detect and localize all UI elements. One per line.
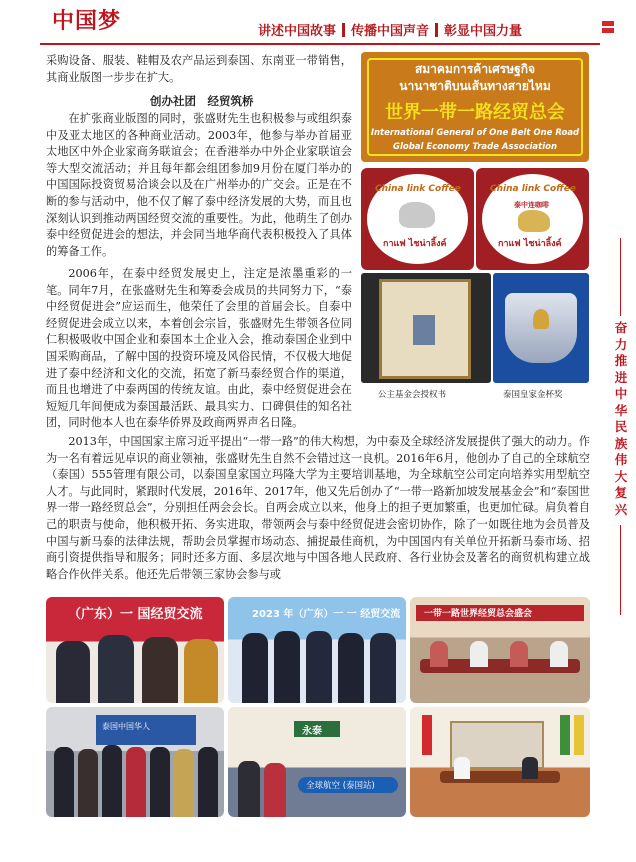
header-slogans [258,20,522,39]
banner-thai-line-1: สมาคมการค้าเศรษฐกิจ [414,62,536,76]
event-photo-4 [46,707,224,817]
event-photo-6 [410,707,590,817]
side-rule-top [620,238,621,316]
event-banner-text: 泰国中国华人 [102,722,150,731]
slogan-3: 彰显中国力量 [444,24,523,39]
slogan-divider [435,23,438,37]
coffee-thai-label: กาแฟ ไชน่าลิ้งค์ [383,239,447,249]
slogan-divider [342,23,345,37]
event-banner-text: 永泰 [302,726,322,737]
event-banner-text: 全球航空 (泰国站) [306,781,375,791]
paragraph-3: 2006年，在泰中经贸发展史上，注定是浓墨重彩的一笔。同年7月，在张盛财先生和筹委会成员的共同努力下，“泰中经贸促进会”应运而生，他荣任了会里的首届会长。自泰中经贸促进会成立以来，本着创会宗旨，张盛财先生带领各位同仁积极吸收中国企业和泰国本土企业入会，推动泰国企业到中国采购商品，了解中国的投资环境及风俗民情，不仅极大地促进了泰中经济和文化的交流，拓宽了新马泰经贸合作的渠道，而且也增进了中泰两国的传统友谊。由此，泰中经贸促进会在短短几年间便成为泰国最活跃、最具实力、口碑俱佳的知名社团，同时他本人也在泰华侨界及政商两界声名日隆。 [46,267,352,430]
slogan-2: 传播中国声音 [351,24,430,39]
event-photo-2 [228,597,406,703]
elephant-icon [518,210,550,232]
side-vertical-title: 奋 力 推 进 中 华 民 族 伟 大 复 兴 [614,320,628,517]
association-banner-image [361,52,589,162]
event-banner-text: 一带一路世界经贸总会盛会 [424,609,533,619]
banner-english-line-1: International General of One Belt One Road [370,128,580,138]
page-header [0,0,636,46]
trophy-icon [533,309,549,329]
caption-certificate: 公主基金会授权书 [378,390,447,400]
portrait-photo [413,315,435,345]
china-dream-logo: 中国梦 [52,8,122,34]
paragraph-2: 在扩张商业版图的同时，张盛财先生也积极参与或组织泰中及亚太地区的各种商业活动。2003年，他参与举办首届亚太地区中外企业家商务联谊会；在香港举办中外企业家联谊会等大型交流活动；并且每年都会组团参加9月份在厦门举办的中国国际投资贸易洽谈会以及在广州举办的广交会。正是在不断的参与活动中，他不仅了解了泰中经济发展的大势，而且也深刻认识到推动两国经贸交流的重要性。为此，他萌生了创办泰中经贸促进会的想法，并会同当地华商代表积极投入了具体的筹备工作。 [46,112,352,258]
coffee-thai-label: กาแฟ ไชน่าลิ้งค์ [498,239,562,249]
paragraph-4: 2013年，中国国家主席习近平提出“一带一路”的伟大构想，为中泰及全球经济发展提供了强大的动力。作为一名有着远见卓识的商业领袖，张盛财先生自然不会错过这一良机。2016年6月，他创办了自己的全球航空（泰国）555管理有限公司，以泰国皇家国立玛隆大学为主要培训基地，为全球航空公司定向培养实用型航空人才。与此同时，紧跟时代发展，2016年、2017年，他又先后创办了“一带一路新加坡发展基金会”和“泰国世界一带一路经贸总会”，分别担任两会会长。自两会成立以来，他身上的担子更加繁重，也更加忙碌。肩负着自己的职责与使命，他积极开拓、务实进取，带领两会与泰中经贸促进会密切协作，除了一如既往地为会员普及中国与新马泰的法律法规，帮助会员掌握市场动态、捕捉最佳商机，为中国国内有关单位开拓新马泰市场、招商引资提供指导和服务；同时还多方面、多层次地与中国各地人民政府、各行业协会及著名的商贸机构建立战略合作伙伴关系。他还先后带领三家协会参与或 [46,435,590,581]
event-banner-text: 2023 年（广东）一 一 经贸交流 [252,609,401,620]
caption-golden-cup: 泰国皇家金杯奖 [503,390,563,400]
coffee-label: China link Coffee [490,184,576,194]
event-photo-3 [410,597,590,703]
elephant-icon [399,202,435,228]
golden-cup-award-image [493,273,589,383]
event-photo-1 [46,597,224,703]
slogan-1: 讲述中国故事 [258,24,337,39]
coffee-logo-image-left [361,168,474,270]
paragraph-1: 采购设备、服装、鞋帽及农产品运到泰国、东南亚一带销售，其商业版图一步步在扩大。 [46,54,352,84]
event-banner-text: （广东）一 国经贸交流 [68,607,203,622]
certificate-image [361,273,491,383]
banner-thai-line-2: นานาชาติบนเส้นทางสายไหม [399,79,551,93]
header-rule [40,43,600,45]
banner-chinese-title: 世界一带一路经贸总会 [385,102,565,123]
banner-english-line-2: Global Economy Trade Association [392,142,558,152]
coffee-logo-image-right [476,168,589,270]
side-rule-bottom [620,525,621,615]
flag-icon [602,21,614,33]
event-photo-5 [228,707,406,817]
coffee-chinese-label: 泰中连咖啡 [514,201,549,209]
section-subheading: 创办社团 经贸筑桥 [150,94,254,108]
coffee-label: China link Coffee [375,184,461,194]
